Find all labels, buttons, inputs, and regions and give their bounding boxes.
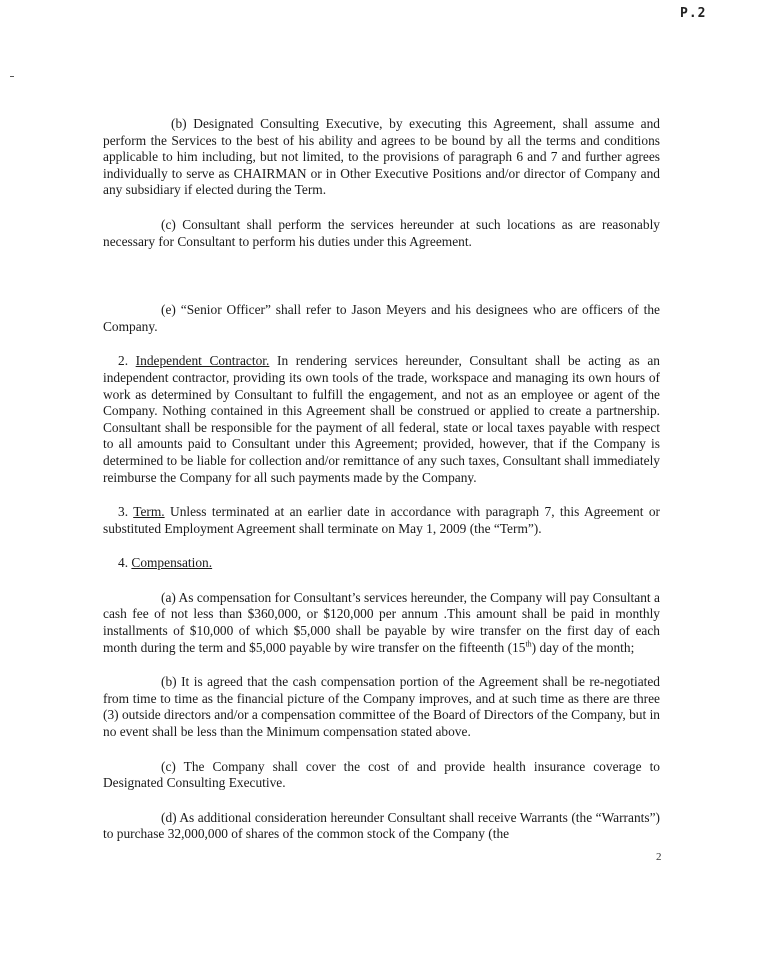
- section-3: [103, 504, 660, 537]
- scan-speck: [10, 76, 14, 77]
- document-body: [103, 116, 660, 861]
- paragraph-1e: (e) “Senior Officer” shall refer to Jason Meyers and his designees who are officers of the Company.: [103, 302, 660, 334]
- section-3-title: Term.: [133, 504, 165, 520]
- paragraph-1c: (c) Consultant shall perform the services hereunder at such locations as are reasonably necessary for Consultant to perform his duties under this Agreement.: [103, 216, 660, 249]
- paragraph-4a-text: (a) As compensation for Consultant’s services hereunder, the Company will pay Consultant a cash fee of not less than $360,000, or $120,000 per annum .This amount shall be paid in monthly installments of $10,000 of which $5,000 shall be payable by wire transfer on the first day of each month during the term and $5,000 payable by wire transfer on the fifteenth (15: [103, 589, 660, 655]
- fax-page-marker: P.2: [680, 6, 707, 21]
- section-2-text: In rendering services hereunder, Consultant shall be acting as an independent contractor, providing its own tools of the trade, workspace and managing its own hours of work as determined by Consultant to fulfill the engagement, and not as an employee or agent of the Company. Nothing contained in this Agreement shall be construed or applied to create a partnership. Consultant shall be responsible for the payment of all federal, state or local taxes payable with respect to all amounts paid to Consultant under this Agreement; provided, however, that if the Company is determined to be liable for collection and/or remittance of any such taxes, Consultant shall immediately reimburse the Company for all such payments made by the Company.: [103, 353, 661, 485]
- paragraph-4d: (d) As additional consideration hereunder Consultant shall receive Warrants (the “Warrants”) to purchase 32,000,000 of shares of the common stock of the Company (the: [103, 809, 660, 842]
- page-number: 2: [656, 851, 662, 863]
- ordinal-suffix: th: [525, 639, 532, 649]
- paragraph-4c: (c) The Company shall cover the cost of and provide health insurance coverage to Designated Consulting Executive.: [103, 758, 660, 791]
- paragraph-4a-end: ) day of the month;: [531, 639, 635, 655]
- paragraph-1b: (b) Designated Consulting Executive, by executing this Agreement, shall assume and perform the Services to the best of his ability and agrees to be bound by all the terms and conditions applicable to him including, but not limited, to the provisions of paragraph 6 and 7 and further agrees individually to serve as CHAIRMAN or in Other Executive Positions and/or director of Company and any subsidiary if elected during the Term.: [103, 116, 660, 198]
- section-2-title: Independent Contractor.: [135, 353, 270, 369]
- section-4-title: Compensation.: [131, 555, 213, 571]
- paragraph-4a: [103, 590, 660, 656]
- section-2-number: 2.: [118, 353, 136, 369]
- section-3-text: Unless terminated at an earlier date in accordance with paragraph 7, this Agreement or substituted Employment Agreement shall terminate on May 1, 2009 (the “Term”).: [103, 504, 660, 536]
- section-3-number: 3.: [118, 504, 134, 520]
- section-2: [103, 353, 660, 486]
- paragraph-4b: (b) It is agreed that the cash compensation portion of the Agreement shall be re-negotiated from time to time as the financial picture of the Company improves, and at such time as there are three (3) outside directors and/or a compensation committee of the Board of Directors of the Company, but in no event shall be less than the Minimum compensation stated above.: [103, 674, 660, 740]
- section-4-heading: [103, 555, 660, 572]
- blank-gap: [103, 268, 660, 302]
- section-4-number: 4.: [118, 555, 132, 571]
